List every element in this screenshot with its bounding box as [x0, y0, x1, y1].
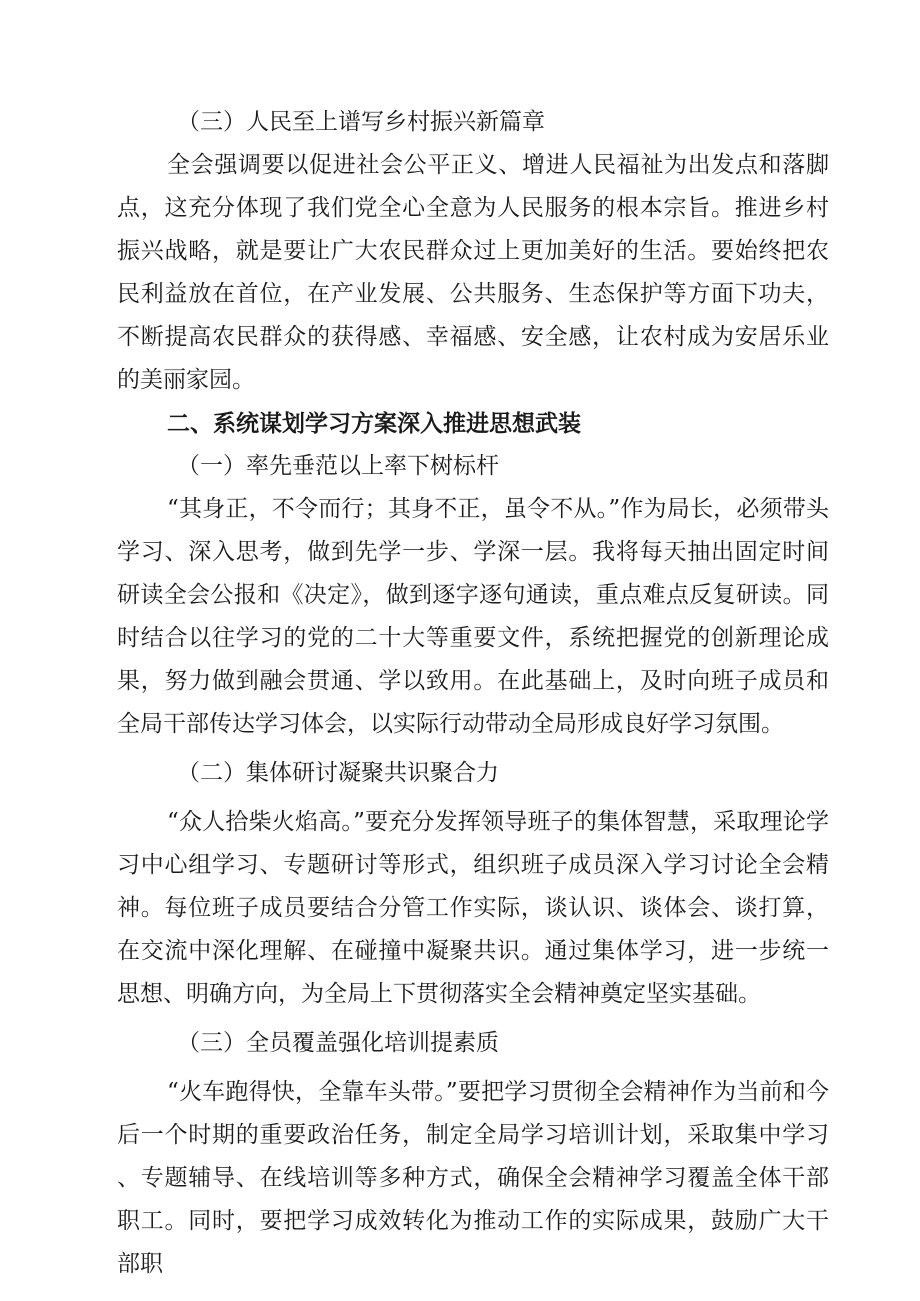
- paragraph-lead-by-example: “其身正，不令而行；其身不正，虽令不从。”作为局长，必须带头学习、深入思考，做到先学一步、学深一层。我将每天抽出固定时间研读全会公报和《决定》，做到逐字逐句通读，重点难点反复研读。同时结合以往学习的党的二十大等重要文件，系统把握党的创新理论成果，努力做到融会贯通、学以致用。在此基础上，及时向班子成员和全局干部传达学习体会，以实际行动带动全局形成良好学习氛围。: [117, 496, 829, 737]
- section-subheading-people-first: （三）人民至上谱写乡村振兴新篇章: [177, 109, 545, 135]
- section-subheading-collective-discussion: （二）集体研讨凝聚共识聚合力: [177, 760, 499, 786]
- paragraph-full-coverage-training: “火车跑得快，全靠车头带。”要把学习贯彻全会精神作为当前和今后一个时期的重要政治任务，制定全局学习培训计划，采取集中学习、专题辅导、在线培训等多种方式，确保全会精神学习覆盖全体干部职工。同时，要把学习成效转化为推动工作的实际成果，鼓励广大干部职: [117, 1079, 829, 1277]
- section-subheading-full-coverage-training: （三）全员覆盖强化培训提素质: [177, 1030, 499, 1056]
- section-subheading-lead-by-example: （一）率先垂范以上率下树标杆: [177, 453, 499, 479]
- section-heading-study-plan: 二、系统谋划学习方案深入推进思想武装: [167, 410, 581, 437]
- paragraph-rural-revitalization: 全会强调要以促进社会公平正义、增进人民福祉为出发点和落脚点，这充分体现了我们党全心全意为人民服务的根本宗旨。推进乡村振兴战略，就是要让广大农民群众过上更加美好的生活。要始终把农民利益放在首位，在产业发展、公共服务、生态保护等方面下功夫，不断提高农民群众的获得感、幸福感、安全感，让农村成为安居乐业的美丽家园。: [117, 152, 829, 393]
- document-body: [117, 101, 829, 1286]
- paragraph-collective-discussion: “众人拾柴火焰高。”要充分发挥领导班子的集体智慧，采取理论学习中心组学习、专题研讨等形式，组织班子成员深入学习讨论全会精神。每位班子成员要结合分管工作实际，谈认识、谈体会、谈打算，在交流中深化理解、在碰撞中凝聚共识。通过集体学习，进一步统一思想、明确方向，为全局上下贯彻落实全会精神奠定坚实基础。: [117, 809, 829, 1007]
